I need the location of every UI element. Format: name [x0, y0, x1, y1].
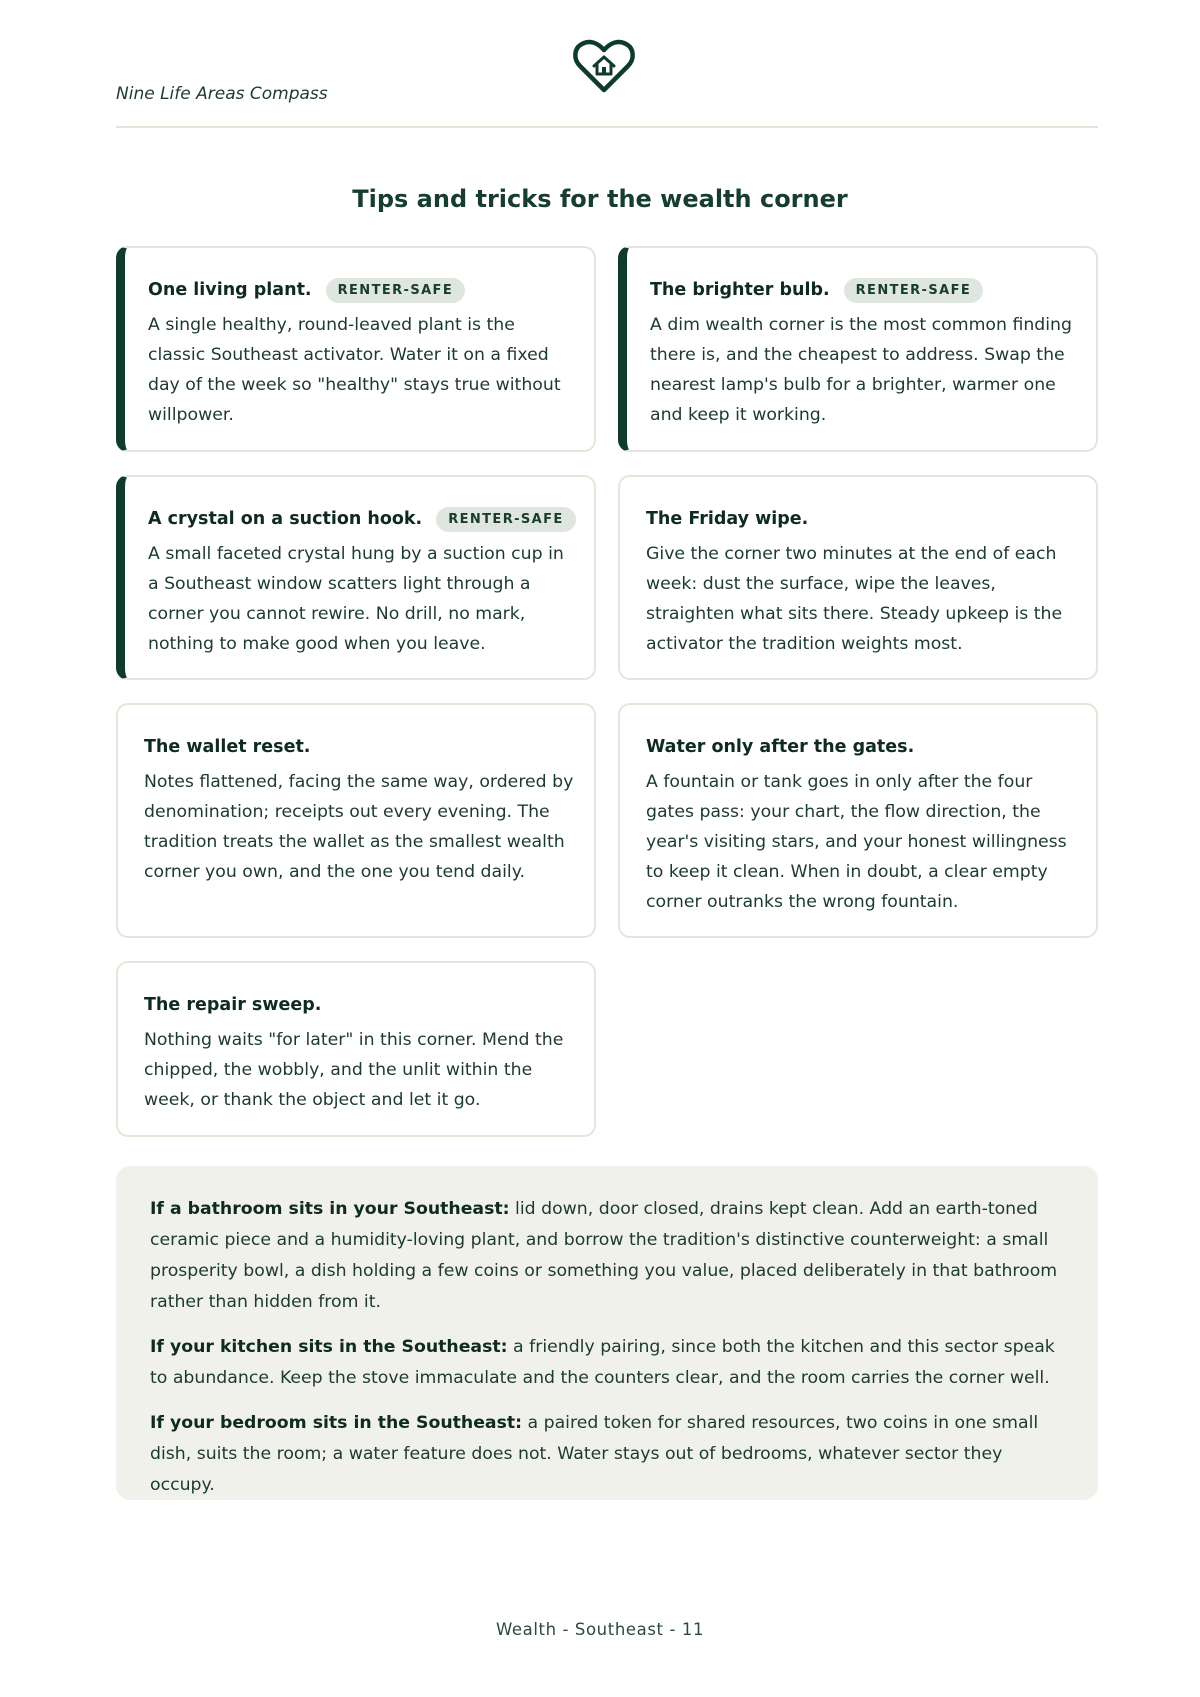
- page-header: [116, 0, 1098, 128]
- tip-card-friday-wipe: [618, 475, 1098, 680]
- note-lead: If your bedroom sits in the Southeast:: [150, 1413, 523, 1433]
- card-body: A single healthy, round-leaved plant is the classic Southeast activator. Water it on a fixed day of the week so "healthy" stays true without willpower.: [148, 315, 561, 425]
- document-title: Nine Life Areas Compass: [116, 84, 328, 104]
- card-title: The repair sweep.: [144, 995, 322, 1015]
- tip-card-living-plant: [116, 246, 596, 452]
- heart-house-icon: [572, 38, 636, 94]
- renter-safe-badge: RENTER-SAFE: [844, 278, 984, 303]
- tip-card-brighter-bulb: [618, 246, 1098, 452]
- note-text: a friendly pairing, since both the kitchen and this sector speak to abundance. Keep the stove immaculate and the counters clear, and the room carries the corner well.: [150, 1337, 1055, 1388]
- note-kitchen: [150, 1332, 1064, 1394]
- card-body: Give the corner two minutes at the end of each week: dust the surface, wipe the leaves, straighten what sits there. Steady upkeep is the activator the tradition weights most.: [646, 544, 1063, 654]
- tip-card-crystal: [116, 475, 596, 680]
- card-body: Nothing waits "for later" in this corner. Mend the chipped, the wobbly, and the unlit within the week, or thank the object and let it go.: [144, 1030, 564, 1110]
- card-title: The brighter bulb.: [650, 280, 830, 300]
- card-body: Notes flattened, facing the same way, ordered by denomination; receipts out every evening. The tradition treats the wallet as the smallest wealth corner you own, and the one you tend daily.: [144, 772, 574, 882]
- renter-safe-badge: RENTER-SAFE: [436, 507, 576, 532]
- card-title: A crystal on a suction hook.: [148, 509, 423, 529]
- card-title: Water only after the gates.: [646, 737, 915, 757]
- page-title: Tips and tricks for the wealth corner: [352, 185, 848, 213]
- tip-card-repair-sweep: [116, 961, 596, 1137]
- tip-card-wallet-reset: [116, 703, 596, 938]
- note-bathroom: [150, 1194, 1064, 1318]
- note-lead: If your kitchen sits in the Southeast:: [150, 1337, 508, 1357]
- card-title: The wallet reset.: [144, 737, 311, 757]
- note-lead: If a bathroom sits in your Southeast:: [150, 1199, 510, 1219]
- tip-card-water-gates: [618, 703, 1098, 938]
- card-title: One living plant.: [148, 280, 312, 300]
- card-body: A small faceted crystal hung by a suction cup in a Southeast window scatters light through a corner you cannot rewire. No drill, no mark, nothing to make good when you leave.: [148, 544, 564, 654]
- card-body: A dim wealth corner is the most common finding there is, and the cheapest to address. Swap the nearest lamp's bulb for a brighter, warmer one and keep it working.: [650, 315, 1072, 425]
- note-bedroom: [150, 1408, 1064, 1501]
- card-body: A fountain or tank goes in only after the four gates pass: your chart, the flow direction, the year's visiting stars, and your honest willingness to keep it clean. When in doubt, a clear empty corner outranks the wrong fountain.: [646, 772, 1067, 912]
- note-text: a paired token for shared resources, two coins in one small dish, suits the room; a water feature does not. Water stays out of bedrooms, whatever sector they occupy.: [150, 1413, 1039, 1495]
- room-notes-box: [116, 1166, 1098, 1500]
- page-footer: Wealth - Southeast - 11: [495, 1620, 705, 1639]
- card-title: The Friday wipe.: [646, 509, 809, 529]
- note-text: lid down, door closed, drains kept clean. Add an earth-toned ceramic piece and a humidity-loving plant, and borrow the tradition's distinctive counterweight: a small prosperity bowl, a dish holding a few coins or something you value, placed deliberately in that bathroom rather than hidden from it.: [150, 1199, 1058, 1312]
- renter-safe-badge: RENTER-SAFE: [326, 278, 466, 303]
